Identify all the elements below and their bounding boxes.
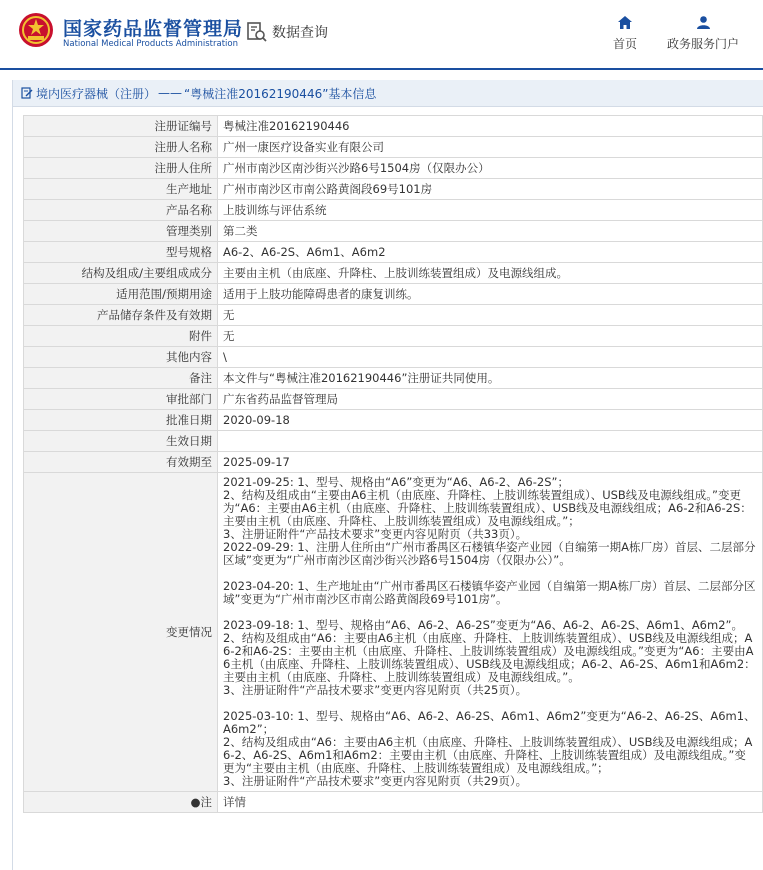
user-icon — [697, 16, 710, 29]
field-value: A6-2、A6-2S、A6m1、A6m2 — [218, 242, 763, 263]
table-row — [24, 389, 763, 410]
field-label: 产品名称 — [24, 200, 218, 221]
breadcrumb-category[interactable]: 境内医疗器械（注册） — [36, 86, 157, 101]
field-label: 附件 — [24, 326, 218, 347]
field-value: 广东省药品监督管理局 — [218, 389, 763, 410]
table-row — [24, 410, 763, 431]
field-label: 产品储存条件及有效期 — [24, 305, 218, 326]
field-label: 注册证编号 — [24, 116, 218, 137]
field-label: 有效期至 — [24, 452, 218, 473]
field-value: \ — [218, 347, 763, 368]
field-label: 适用范围/预期用途 — [24, 284, 218, 305]
field-value: 粤械注准20162190446 — [218, 116, 763, 137]
field-value: 广州市南沙区市南公路黄阁段69号101房 — [218, 179, 763, 200]
details-link[interactable]: 详情 — [218, 792, 763, 813]
data-query-label: 数据查询 — [272, 25, 328, 41]
home-icon — [618, 16, 632, 29]
site-title[interactable]: 国家药品监督管理局 — [63, 18, 244, 40]
field-label: 生效日期 — [24, 431, 218, 452]
field-value — [218, 431, 763, 452]
field-label: 生产地址 — [24, 179, 218, 200]
table-row — [24, 263, 763, 284]
document-edit-icon — [21, 87, 33, 99]
table-row — [24, 473, 763, 792]
field-label: 管理类别 — [24, 221, 218, 242]
data-query-link[interactable] — [246, 20, 328, 44]
field-value: 广州一康医疗设备实业有限公司 — [218, 137, 763, 158]
table-row — [24, 116, 763, 137]
table-row — [24, 368, 763, 389]
field-label: 结构及组成/主要组成成分 — [24, 263, 218, 284]
table-row — [24, 242, 763, 263]
table-row — [24, 326, 763, 347]
field-value: 2025-09-17 — [218, 452, 763, 473]
detail-panel — [12, 80, 763, 870]
breadcrumb-separator: —— — [158, 86, 183, 100]
field-label: 型号规格 — [24, 242, 218, 263]
field-value: 无 — [218, 305, 763, 326]
table-row — [24, 452, 763, 473]
field-label: 批准日期 — [24, 410, 218, 431]
nav-home[interactable] — [606, 16, 644, 52]
table-row — [24, 284, 763, 305]
change-history-value: 2021-09-25: 1、型号、规格由“A6”变更为“A6、A6-2、A6-2S”； 2、结构及组成由“主要由A6主机（由底座、升降柱、上肢训练装置组成）、USB线及电源线组成。”变更为“A6：主要由A6主机（由底座、升降柱、上肢训练装置组成）、USB线及电源线组成；A6-2和A6-2S：主要由主机（由底座、升降柱、上肢训练装置组成）及电源线组成。”； 3、注册证附件“产品技术要求”变更内容见附页（共33页）。 2022-09-29: 1、注册人住所由“广州市番禺区石楼镇华姿产业园（自编第一期A栋厂房）首层、二层部分区域”变更为“广州市南沙区南沙街兴沙路6号1504房（仅限办公）”。 2023-04-20: 1、生产地址由“广州市番禺区石楼镇华姿产业园（自编第一期A栋厂房）首层、二层部分区域”变更为“广州市南沙区市南公路黄阁段69号101房”。 2023-09-18: 1、型号、规格由“A6、A6-2、A6-2S”变更为“A6、A6-2、A6-2S、A6m1、A6m2”。 2、结构及组成由“A6：主要由A6主机（由底座、升降柱、上肢训练装置组成）、USB线及电源线组成；A6-2和A6-2S：主要由主机（由底座、升降柱、上肢训练装置组成）及电源线组成。”变更为“A6：主要由A6主机（由底座、升降柱、上肢训练装置组成）、USB线及电源线组成；A6-2、A6-2S、A6m1和A6m2：主要由主机（由底座、升降柱、上肢训练装置组成）及电源线组成。”。 3、注册证附件“产品技术要求”变更内容见附页（共25页）。 2025-03-10: 1、型号、规格由“A6、A6-2、A6-2S、A6m1、A6m2”变更为“A6-2、A6-2S、A6m1、A6m2”； 2、结构及组成由“A6：主要由A6主机（由底座、升降柱、上肢训练装置组成）、USB线及电源线组成；A6-2、A6-2S、A6m1和A6m2：主要由主机（由底座、升降柱、上肢训练装置组成）及电源线组成。”变更为“主要由主机（由底座、升降柱、上肢训练装置组成）及电源线组成。”； 3、注册证附件“产品技术要求”变更内容见附页（共29页）。 — [218, 473, 763, 792]
table-row — [24, 221, 763, 242]
field-value: 第二类 — [218, 221, 763, 242]
field-label: 其他内容 — [24, 347, 218, 368]
detail-table — [23, 115, 763, 813]
header-divider — [0, 68, 763, 70]
table-row — [24, 137, 763, 158]
breadcrumb-record: “粤械注准20162190446”基本信息 — [184, 86, 377, 101]
field-value: 本文件与“粤械注准20162190446”注册证共同使用。 — [218, 368, 763, 389]
field-value: 主要由主机（由底座、升降柱、上肢训练装置组成）及电源线组成。 — [218, 263, 763, 284]
field-label: 审批部门 — [24, 389, 218, 410]
field-label: 注册人住所 — [24, 158, 218, 179]
field-label: ●注 — [24, 792, 218, 813]
table-row — [24, 431, 763, 452]
nav-portal-label: 政务服务门户 — [666, 37, 739, 51]
table-row — [24, 305, 763, 326]
field-value: 广州市南沙区南沙街兴沙路6号1504房（仅限办公） — [218, 158, 763, 179]
field-label: 注册人名称 — [24, 137, 218, 158]
table-row — [24, 792, 763, 813]
table-row — [24, 200, 763, 221]
field-value: 无 — [218, 326, 763, 347]
field-value: 2020-09-18 — [218, 410, 763, 431]
nav-service-portal[interactable] — [662, 16, 744, 52]
national-emblem-icon — [18, 12, 54, 48]
table-row — [24, 179, 763, 200]
table-row — [24, 347, 763, 368]
field-value: 上肢训练与评估系统 — [218, 200, 763, 221]
breadcrumb — [13, 80, 763, 107]
site-subtitle: National Medical Products Administration — [63, 39, 238, 49]
field-label: 备注 — [24, 368, 218, 389]
site-header — [0, 0, 763, 68]
field-label: 变更情况 — [24, 473, 218, 792]
document-search-icon — [246, 21, 268, 43]
table-row — [24, 158, 763, 179]
field-value: 适用于上肢功能障碍患者的康复训练。 — [218, 284, 763, 305]
nav-home-label: 首页 — [612, 37, 637, 51]
